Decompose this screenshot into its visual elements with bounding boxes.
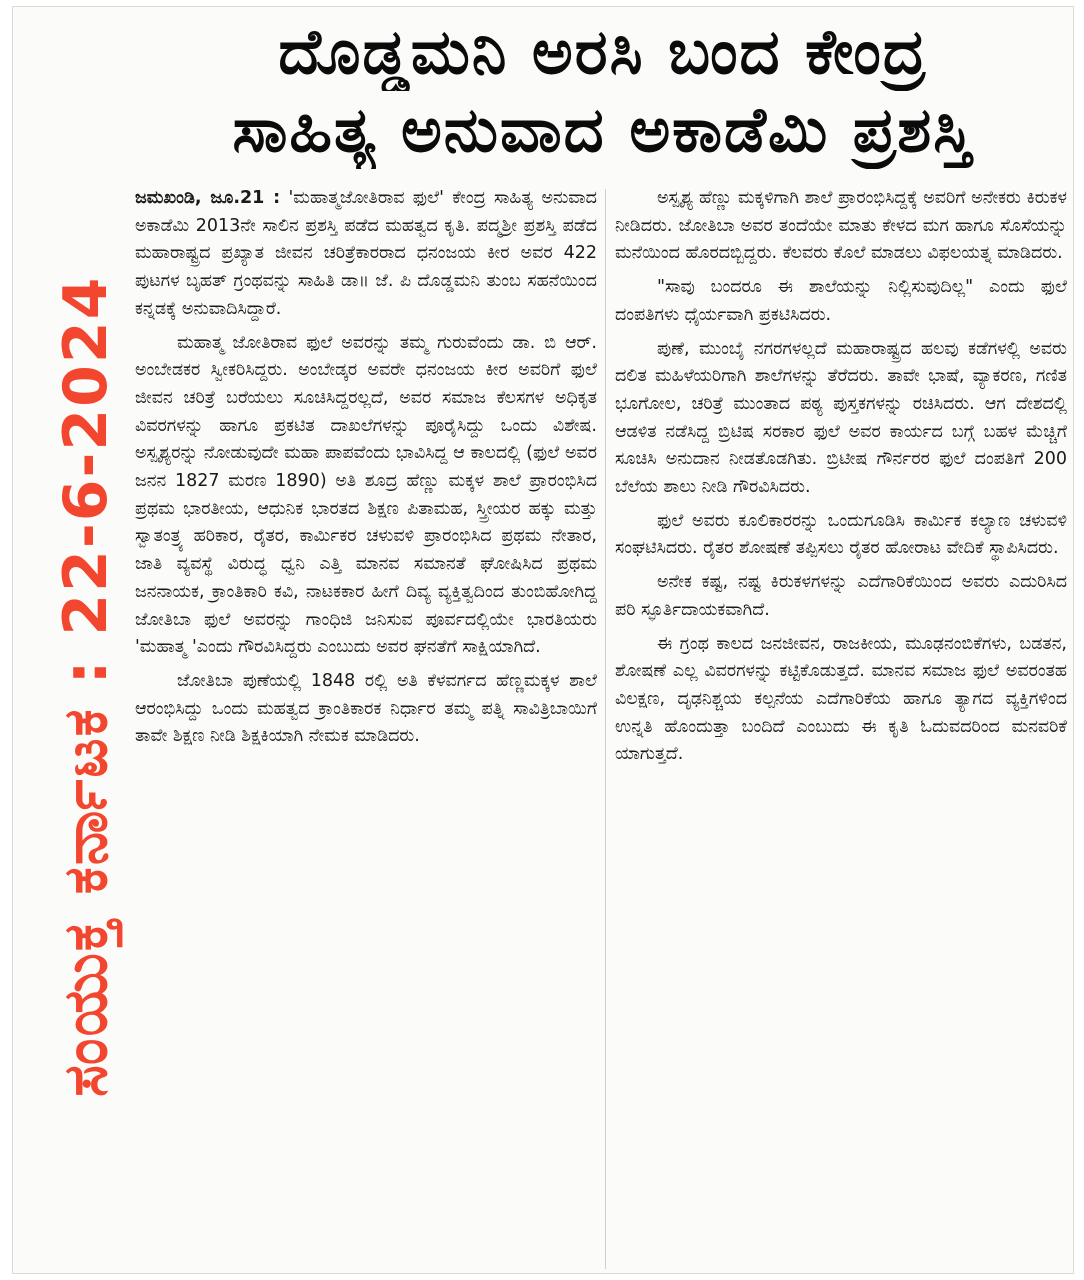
article-paragraph: [135, 185, 597, 324]
newspaper-clipping: [12, 6, 1074, 1274]
headline-line-1: ದೊಡ್ಡಮನಿ ಅರಸಿ ಬಂದ ಕೇಂದ್ರ: [278, 15, 928, 88]
article-column-right: [615, 185, 1067, 775]
article-paragraph: ಮಹಾತ್ಮ ಜೋತಿರಾವ ಫುಲೆ ಅವರನ್ನು ತಮ್ಮ ಗುರುವೆಂದು ಡಾ. ಬಿ ಆರ್. ಅಂಬೇಡಕರ ಸ್ವೀಕರಿಸಿದ್ದರು. ಅಂಬೇಡ್ಕರ ಅವರೇ ಧನಂಜಯ ಕೀರ ಅವರಿಗೆ ಫುಲೆ ಜೀವನ ಚರಿತ್ರೆ ಬರೆಯಲು ಸೂಚಿಸಿದ್ದರಲ್ಲದೆ, ಅವರ ಸಮಾಜ ಕೆಲಸಗಳ ಅಧಿಕೃತ ವಿವರಗಳನ್ನು ಹಾಗೂ ಪ್ರಕಟಿತ ದಾಖಲೆಗಳನ್ನು ಪೂರೈಸಿದ್ದು ಒಂದು ವಿಶೇಷ. ಅಸ್ಪೃಶ್ಯರನ್ನು ನೋಡುವುದೇ ಮಹಾ ಪಾಪವೆಂದು ಭಾವಿಸಿದ್ದ ಆ ಕಾಲದಲ್ಲಿ (ಫುಲೆ ಅವರ ಜನನ 1827 ಮರಣ 1890) ಅತಿ ಶೂದ್ರ ಹೆಣ್ಣು ಮಕ್ಕಳ ಶಾಲೆ ಪ್ರಾರಂಭಿಸಿದ ಪ್ರಥಮ ಭಾರತೀಯ, ಆಧುನಿಕ ಭಾರತದ ಶಿಕ್ಷಣ ಪಿತಾಮಹ, ಸ್ತ್ರೀಯರ ಹಕ್ಕು ಮತ್ತು ಸ್ವಾತಂತ್ರ್ಯ ಹರಿಕಾರ, ರೈತರ, ಕಾರ್ಮಿಕರ ಚಳುವಳಿ ಪ್ರಾರಂಭಿಸಿದ ಪ್ರಥಮ ನೇತಾರ, ಜಾತಿ ವ್ಯವಸ್ಥೆ ವಿರುದ್ಧ ಧ್ವನಿ ಎತ್ತಿ ಮಾನವ ಸಮಾನತೆ ಘೋಷಿಸಿದ ಪ್ರಥಮ ಜನನಾಯಕ, ಕ್ರಾಂತಿಕಾರಿ ಕವಿ, ನಾಟಕಕಾರ ಹೀಗೆ ದಿವ್ಯ ವ್ಯಕ್ತಿತ್ವದಿಂದ ತುಂಬಿಹೋಗಿದ್ದ ಜೋತಿಬಾ ಫುಲೆ ಅವರನ್ನು ಗಾಂಧಿಜಿ ಜನಿಸುವ ಪೂರ್ವದಲ್ಲಿಯೇ ಭಾರತಿಯರು 'ಮಹಾತ್ಮ 'ಎಂದು ಗೌರವಿಸಿದ್ದರು ಎಂಬುದು ಅವರ ಘನತೆಗೆ ಸಾಕ್ಷಿಯಾಗಿದೆ.: [135, 332, 597, 658]
article-paragraph: ಅನೇಕ ಕಷ್ಟ, ನಷ್ಟ ಕಿರುಕಳಗಳನ್ನು ಎದೆಗಾರಿಕೆಯಿಂದ ಅವರು ಎದುರಿಸಿದ ಪರಿ ಸ್ಫೂರ್ತಿದಾಯಕವಾಗಿದೆ.: [615, 572, 1067, 620]
article-lead-text: 'ಮಹಾತ್ಮಜೋತಿರಾವ ಫುಲೆ' ಕೇಂದ್ರ ಸಾಹಿತ್ಯ ಅನುವಾದ ಅಕಾಡೆಮಿ 2013ನೇ ಸಾಲಿನ ಪ್ರಶಸ್ತಿ ಪಡೆದ ಮಹತ್ವದ ಕೃತಿ. ಪದ್ಮಶ್ರೀ ಪ್ರಶಸ್ತಿ ಪಡೆದ ಮಹಾರಾಷ್ಟ್ರದ ಪ್ರಖ್ಯಾತ ಜೀವನ ಚರಿತ್ರೆಕಾರರಾದ ಧನಂಜಯ ಕೀರ ಅವರ 422 ಪುಟಗಳ ಬೃಹತ್ ಗ್ರಂಥವನ್ನು ಸಾಹಿತಿ ಡಾ॥ ಜೆ. ಪಿ ದೊಡ್ಡಮನಿ ತುಂಬ ಸಹನೆಯಿಂದ ಕನ್ನಡಕ್ಕೆ ಅನುವಾದಿಸಿದ್ದಾರೆ.: [135, 188, 597, 319]
headline-line-2: ಸಾಹಿತ್ಯ ಅನುವಾದ ಅಕಾಡೆಮಿ ಪ್ರಶಸ್ತಿ: [232, 93, 974, 166]
article-paragraph: ಅಸ್ಪೃಶ್ಯ ಹೆಣ್ಣು ಮಕ್ಕಳಿಗಾಗಿ ಶಾಲೆ ಪ್ರಾರಂಭಿಸಿದ್ದಕ್ಕೆ ಅವರಿಗೆ ಅನೇಕರು ಕಿರುಕಳ ನೀಡಿದರು. ಜೋತಿಬಾ ಅವರ ತಂದೆಯೇ ಮಾತು ಕೇಳದ ಮಗ ಹಾಗೂ ಸೊಸೆಯನ್ನು ಮನೆಯಿಂದ ಹೊರದಬ್ಬಿದ್ದರು. ಕೆಲವರು ಕೊಲೆ ಮಾಡಲು ವಿಫಲಯತ್ನ ಮಾಡಿದರು.: [615, 188, 1067, 264]
article-paragraph: ಪುಣೆ, ಮುಂಬೈ ನಗರಗಳಲ್ಲದೆ ಮಹಾರಾಷ್ಟ್ರದ ಹಲವು ಕಡೆಗಳಲ್ಲಿ ಅವರು ದಲಿತ ಮಹಿಳೆಯರಿಗಾಗಿ ಶಾಲೆಗಳನ್ನು ತೆರೆದರು. ತಾವೇ ಭಾಷೆ, ವ್ಯಾಕರಣ, ಗಣಿತ ಭೂಗೋಲ, ಚರಿತ್ರೆ ಮುಂತಾದ ಪಠ್ಯ ಪುಸ್ತಕಗಳನ್ನು ರಚಿಸಿದರು. ಆಗ ದೇಶದಲ್ಲಿ ಆಡಳಿತ ನಡೆಸಿದ್ದ ಬ್ರಿಟಿಷ ಸರಕಾರ ಫುಲೆ ಅವರ ಕಾರ್ಯದ ಬಗ್ಗೆ ಬಹಳ ಮೆಚ್ಚಿಗೆ ಸೂಚಿಸಿ ಅನುದಾನ ನೀಡತೊಡಗಿತು. ಬ್ರಿಟೀಷ ಗೌರ್ನರ‌ರ ಫುಲೆ ದಂಪತಿಗೆ 200 ಬೆಲೆಯ ಶಾಲು ನೀಡಿ ಗೌರವಿಸಿದರು.: [615, 338, 1067, 498]
column-divider: [605, 189, 606, 1269]
headline: [133, 13, 1073, 169]
article-paragraph: "ಸಾವು ಬಂದರೂ ಈ ಶಾಲೆಯನ್ನು ನಿಲ್ಲಿಸುವುದಿಲ್ಲ" ಎಂದು ಫುಲೆ ದಂಪತಿಗಳು ಧೈರ್ಯವಾಗಿ ಪ್ರಕಟಿಸಿದರು.: [615, 277, 1067, 325]
article-paragraph: ಫುಲೆ ಅವರು ಕೂಲಿಕಾರರನ್ನು ಒಂದುಗೂಡಿಸಿ ಕಾರ್ಮಿಕ ಕಲ್ಯಾಣ ಚಳುವಳಿ ಸಂಘಟಿಸಿದರು. ರೈತರ ಶೋಷಣೆ ತಪ್ಪಿಸಲು ರೈತರ ಹೋರಾಟ ವೇದಿಕೆ ಸ್ಥಾಪಿಸಿದರು.: [615, 510, 1067, 559]
article-paragraph: ಜೋತಿಬಾ ಪುಣೆಯಲ್ಲಿ 1848 ರಲ್ಲಿ ಅತಿ ಕೆಳವರ್ಗದ ಹೆಣ್ಣಮಕ್ಕಳ ಶಾಲೆ ಆರಂಭಿಸಿದ್ದು ಒಂದು ಮಹತ್ವದ ಕ್ರಾಂತಿಕಾರಕ ನಿರ್ಧಾರ ತಮ್ಮ ಪತ್ನಿ ಸಾವಿತ್ರಿಬಾಯಿಗೆ ತಾವೇ ಶಿಕ್ಷಣ ನೀಡಿ ಶಿಕ್ಷಕಿಯಾಗಿ ನೇಮಕ ಮಾಡಿದರು.: [135, 670, 597, 747]
article-column-left: [135, 185, 597, 757]
dateline: ಜಮಖಂಡಿ, ಜೂ.21 :: [135, 188, 281, 208]
source-date-stamp: ಸಂಯುಕ್ತ ಕರ್ನಾಟಕ : 22-6-2024: [51, 275, 121, 1097]
article-paragraph: ಈ ಗ್ರಂಥ ಕಾಲದ ಜನಜೀವನ, ರಾಜಕೀಯ, ಮೂಢನಂಬಿಕೆಗಳು, ಬಡತನ, ಶೋಷಣೆ ಎಲ್ಲ ವಿವರಗಳನ್ನು ಕಟ್ಟಿಕೊಡುತ್ತದೆ. ಮಾನವ ಸಮಾಜ ಫುಲೆ ಅವರಂತಹ ವಿಲಕ್ಷಣ, ದೃಢನಿಶ್ಚಯ ಕಲ್ಪನೆಯ ಎದೆಗಾರಿಕೆಯ ಹಾಗೂ ತ್ಯಾಗದ ವ್ಯಕ್ತಿಗಳಿಂದ ಉನ್ನತಿ ಹೊಂದುತ್ತಾ ಬಂದಿದೆ ಎಂಬುದು ಈ ಕೃತಿ ಓದುವದರಿಂದ ಮನವರಿಕೆ ಯಾಗುತ್ತದೆ.: [615, 633, 1067, 765]
